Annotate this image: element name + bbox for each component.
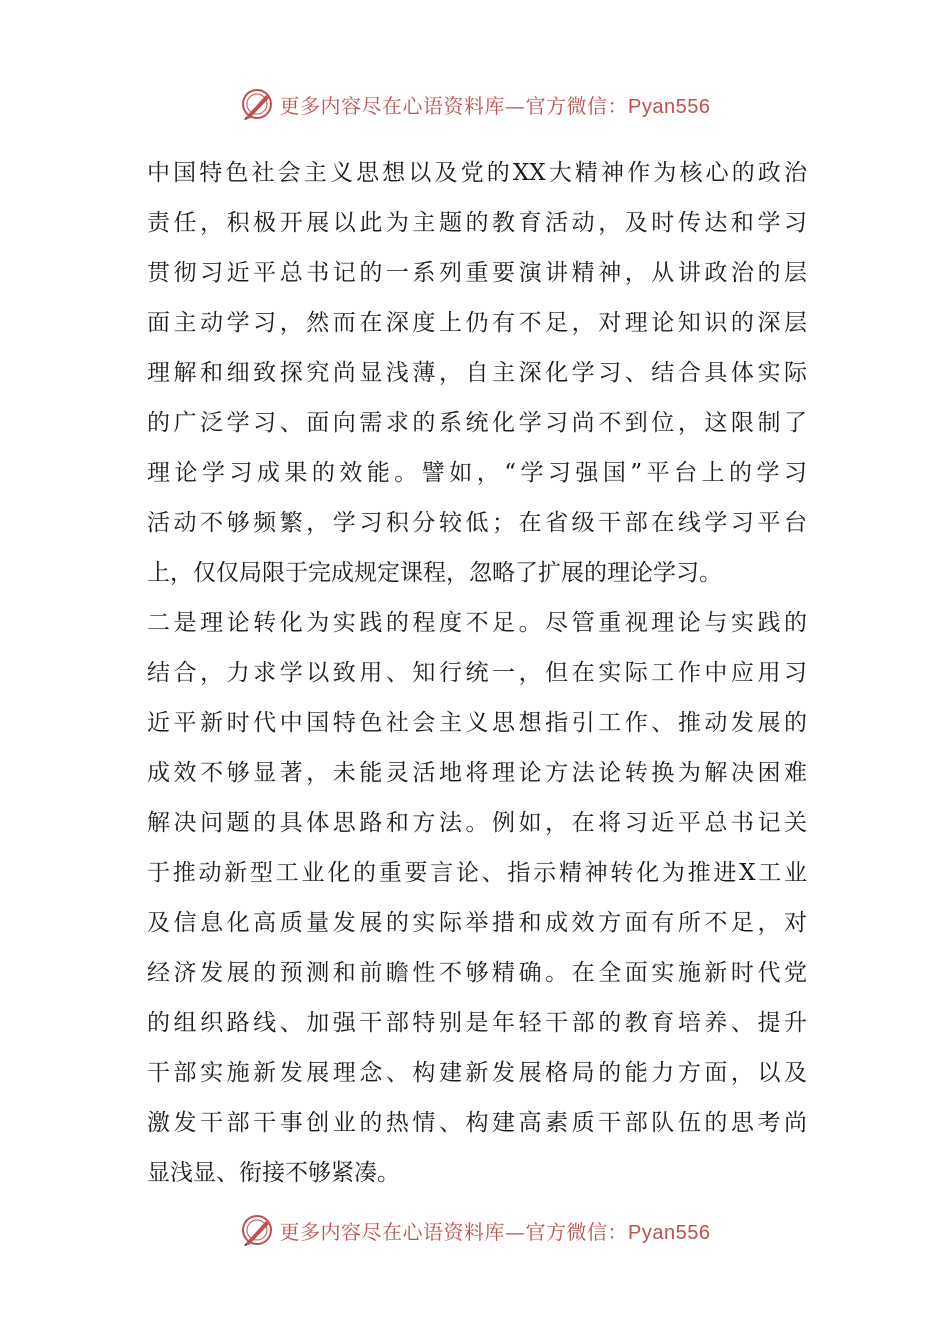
body-line: 于推动新型工业化的重要言论、指示精神转化为推进X工业 <box>147 860 807 886</box>
body-line: 面主动学习，然而在深度上仍有不足，对理论知识的深层 <box>147 310 807 336</box>
header-banner-label: 更多内容尽在心语资料库—官方微信： <box>279 93 629 118</box>
pen-seal-logo-icon <box>240 1213 274 1247</box>
body-line: 激发干部干事创业的热情、构建高素质干部队伍的思考尚 <box>147 1110 807 1136</box>
footer-banner-label: 更多内容尽在心语资料库—官方微信： <box>279 1219 629 1244</box>
body-line: 贯彻习近平总书记的一系列重要演讲精神，从讲政治的层 <box>147 260 807 286</box>
body-line: 结合，力求学以致用、知行统一，但在实际工作中应用习 <box>147 660 807 686</box>
body-line: 干部实施新发展理念、构建新发展格局的能力方面，以及 <box>147 1060 807 1086</box>
pen-seal-logo-icon <box>240 87 274 121</box>
body-line: 理解和细致探究尚显浅薄，自主深化学习、结合具体实际 <box>147 360 807 386</box>
body-line: 显浅显、衔接不够紧凑。 <box>147 1160 400 1186</box>
body-line: 的广泛学习、面向需求的系统化学习尚不到位，这限制了 <box>147 410 807 436</box>
footer-banner-contact: Pyan556 <box>628 1221 711 1244</box>
body-line: 中国特色社会主义思想以及党的XX大精神作为核心的政治 <box>147 160 807 186</box>
body-line: 近平新时代中国特色社会主义思想指引工作、推动发展的 <box>147 710 807 736</box>
footer-banner <box>0 1210 950 1250</box>
body-line: 二是理论转化为实践的程度不足。尽管重视理论与实践的 <box>147 610 807 636</box>
body-line: 上，仅仅局限于完成规定课程，忽略了扩展的理论学习。 <box>147 560 722 586</box>
body-line: 责任，积极开展以此为主题的教育活动，及时传达和学习 <box>147 210 807 236</box>
body-line: 经济发展的预测和前瞻性不够精确。在全面实施新时代党 <box>147 960 807 986</box>
document-body <box>147 148 807 1198</box>
body-line: 活动不够频繁，学习积分较低；在省级干部在线学习平台 <box>147 510 807 536</box>
body-line: 成效不够显著，未能灵活地将理论方法论转换为解决困难 <box>147 760 807 786</box>
footer-banner-text <box>280 1216 711 1245</box>
body-line: 的组织路线、加强干部特别是年轻干部的教育培养、提升 <box>147 1010 807 1036</box>
header-banner-text <box>280 90 711 119</box>
body-line: 理论学习成果的效能。譬如，“学习强国”平台上的学习 <box>147 460 807 486</box>
header-banner <box>0 84 950 124</box>
body-line: 解决问题的具体思路和方法。例如，在将习近平总书记关 <box>147 810 807 836</box>
header-banner-contact: Pyan556 <box>628 95 711 118</box>
body-line: 及信息化高质量发展的实际举措和成效方面有所不足，对 <box>147 910 807 936</box>
